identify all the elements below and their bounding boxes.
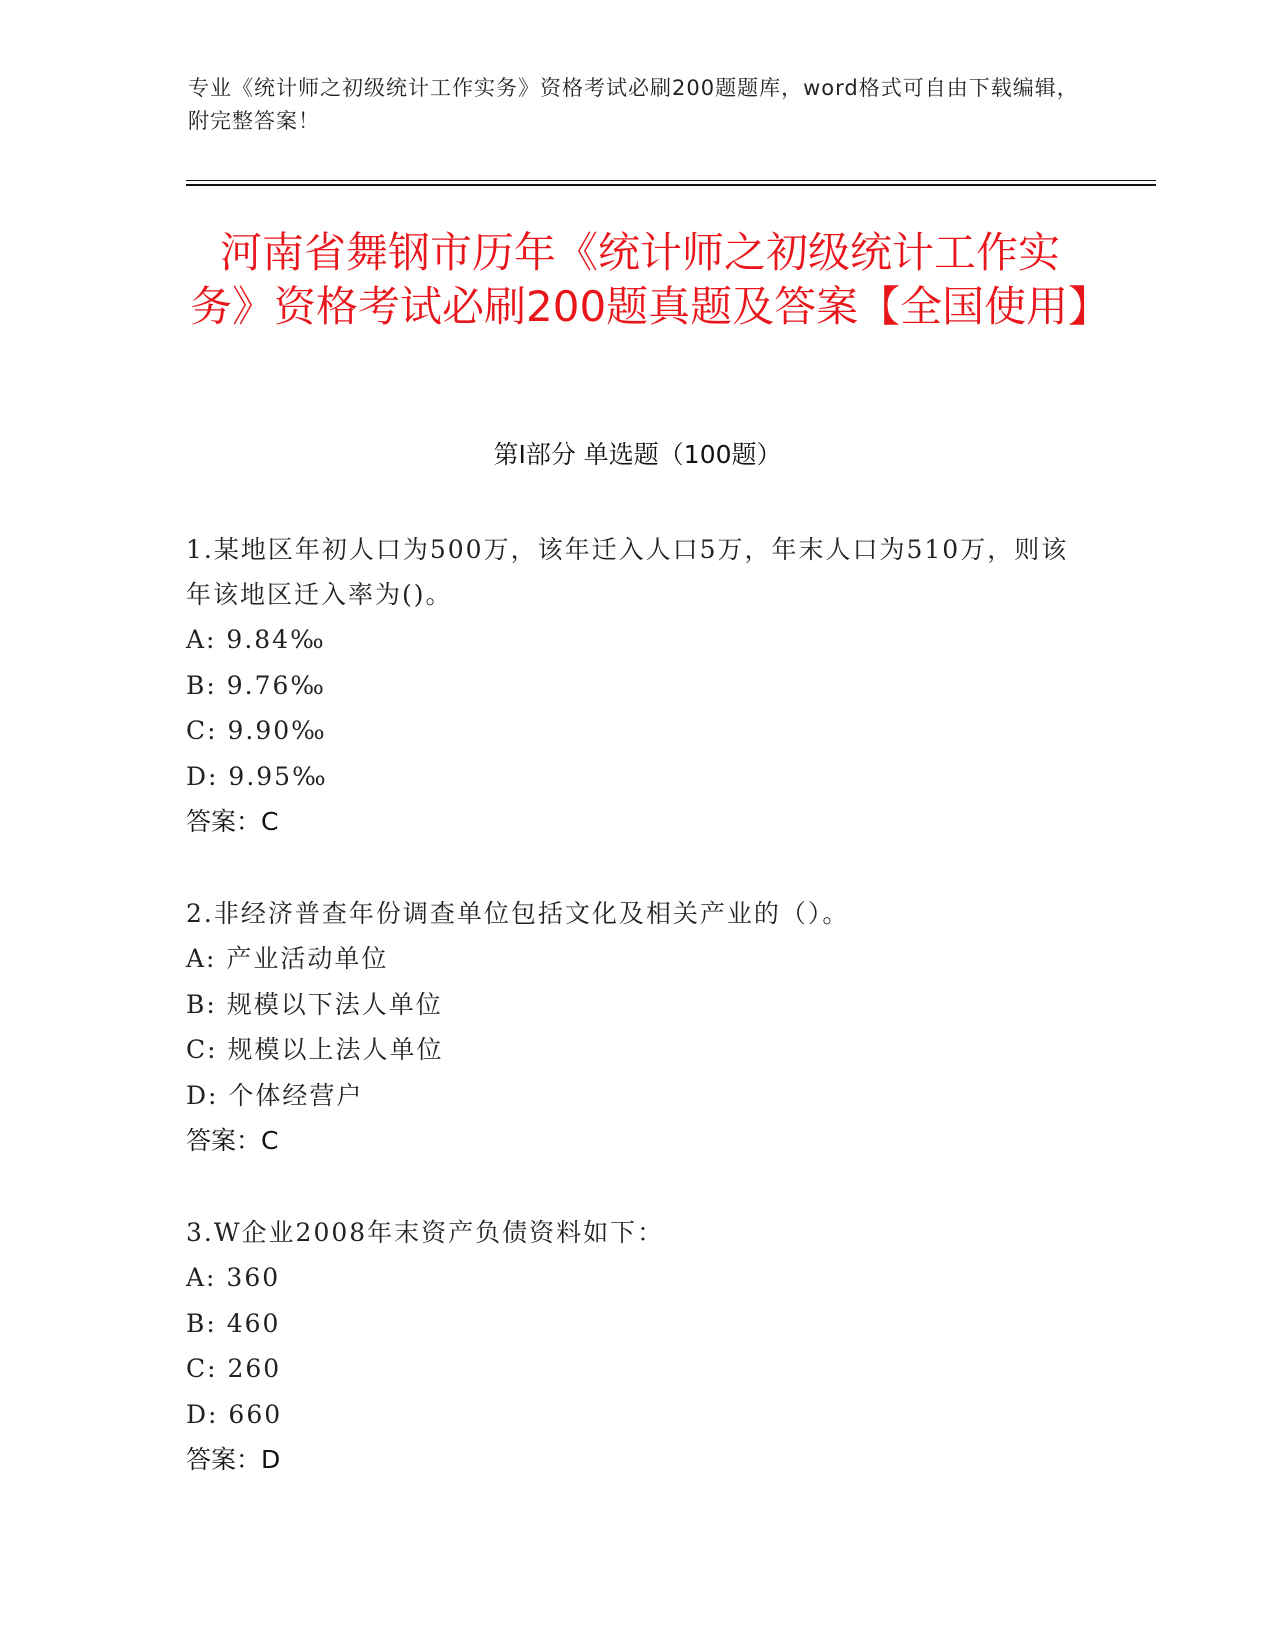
option-c: C: 260 — [186, 1354, 282, 1383]
document-title: 河南省舞钢市历年《统计师之初级统计工作实务》资格考试必刷200题真题及答案【全国使用】 — [190, 228, 1111, 331]
option-a: A: 产业活动单位 — [186, 944, 389, 973]
option-b: B: 9.76‰ — [186, 670, 326, 700]
header-divider-thin — [186, 180, 1156, 181]
answer-label: 答案：C — [186, 807, 279, 836]
option-d: D: 9.95‰ — [186, 761, 328, 791]
option-c: C: 9.90‰ — [186, 716, 327, 745]
question-list — [186, 527, 1086, 1529]
question-3 — [186, 1210, 1086, 1483]
question-2 — [186, 891, 1086, 1164]
header-divider-thick — [186, 184, 1156, 186]
question-text: 2.非经济普查年份调查单位包括文化及相关产业的（）。 — [186, 899, 850, 928]
option-d: D: 个体经营户 — [186, 1080, 364, 1110]
answer-label: 答案：D — [186, 1445, 281, 1474]
option-c: C: 规模以上法人单位 — [186, 1035, 444, 1064]
header-note: 专业《统计师之初级统计工作实务》资格考试必刷200题题库，word格式可自由下载编辑，附完整答案！ — [188, 76, 1079, 133]
question-1 — [186, 527, 1086, 845]
option-d: D: 660 — [186, 1399, 283, 1429]
section-heading: 第Ⅰ部分 单选题（100题） — [493, 440, 782, 469]
question-text: 1.某地区年初人口为500万，该年迁入人口5万，年末人口为510万，则该年该地区迁入率为()。 — [186, 535, 1069, 609]
option-a: A: 360 — [186, 1263, 281, 1292]
option-b: B: 460 — [186, 1308, 281, 1338]
question-text: 3.W企业2008年末资产负债资料如下： — [186, 1218, 665, 1247]
option-b: B: 规模以下法人单位 — [186, 989, 443, 1019]
answer-label: 答案：C — [186, 1126, 279, 1155]
option-a: A: 9.84‰ — [186, 625, 326, 654]
